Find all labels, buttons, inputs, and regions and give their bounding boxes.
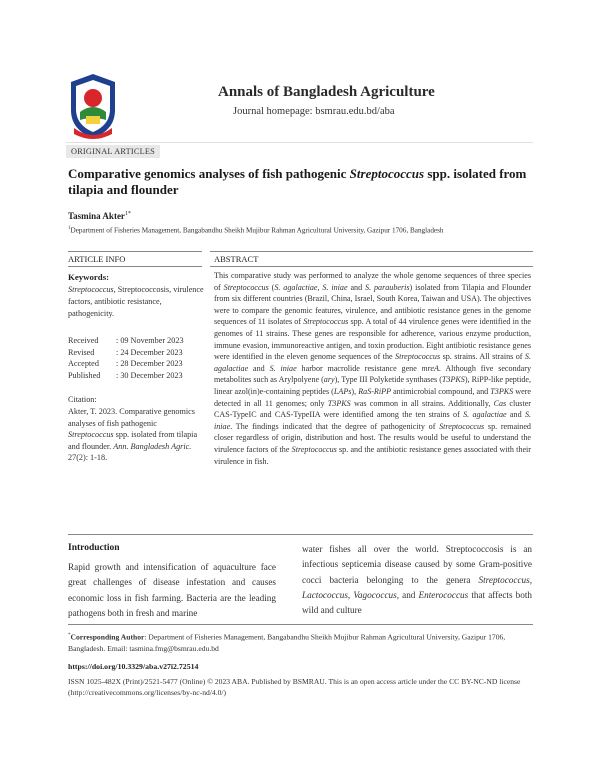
date-revised: Revised : 24 December 2023 [68, 347, 183, 357]
section-label: ORIGINAL ARTICLES [66, 145, 160, 158]
footnote-divider [68, 624, 533, 625]
introduction-left-column: Rapid growth and intensification of aquaculture face great challenges of disease infestation and causes economic loss in fish farming. Bacteria are the leading pathogens both in fresh and marine [68, 562, 276, 618]
citation-heading: Citation: [68, 395, 97, 404]
keywords-list: Streptococcus, Streptococcosis, virulence factors, antibiotic resistance, pathogenicity. [68, 285, 204, 318]
doi-link[interactable]: https://doi.org/10.3329/aba.v27i2.72514 [68, 662, 199, 671]
date-received: Received : 09 November 2023 [68, 336, 184, 345]
article-info-heading: ARTICLE INFO [68, 251, 202, 267]
article-dates [68, 335, 208, 381]
abstract-heading: ABSTRACT [210, 251, 533, 267]
issn-license: ISSN 1025-482X (Print)/2521-5477 (Online) © 2023 ABA. Published by BSMRAU. This is an open access article under the CC BY-NC-ND license (http://creativecommons.org/licenses/by-nc-nd/4.0/) [68, 677, 521, 697]
university-seal-icon [68, 72, 118, 140]
corresponding-author-footnote: *Corresponding Author: Department of Fisheries Management, Bangabandhu Sheikh Mujibur Rahman Agricultural University, Gazipur 1706, Bangladesh. Email: tasmina.fmg@bsmrau.edu.bd [68, 632, 506, 653]
section-divider [68, 534, 533, 535]
citation-text: Akter, T. 2023. Comparative genomics analyses of fish pathogenic Streptococcus spp. isolated from tilapia and flounder. Ann. Bangladesh Agric. 27(2): 1-18. [68, 407, 198, 462]
introduction-right-column: water fishes all over the world. Streptococcosis is an infectious septicemia disease caused by some Gram-positive cocci bacteria belonging to the genera Streptococcus, Lactococcus, Vagococcus, and Enterococcus that affects both wild and culture [302, 544, 532, 616]
keywords-heading: Keywords: [68, 272, 110, 282]
introduction-heading: Introduction [68, 543, 120, 553]
date-accepted: Accepted : 28 December 2023 [68, 359, 183, 368]
date-published: Published : 30 December 2023 [68, 370, 183, 380]
author-name: Tasmina Akter$^{1*}$ [68, 211, 131, 221]
article-title: Comparative genomics analyses of fish pathogenic Streptococcus spp. isolated from tilapia and flounder [68, 166, 527, 197]
journal-homepage: Journal homepage: bsmrau.edu.bd/aba [233, 106, 395, 117]
journal-title: Annals of Bangladesh Agriculture [218, 84, 435, 100]
author-affiliation: $^1$Department of Fisheries Management, Bangabandhu Sheikh Mujibur Rahman Agricultural University, Gazipur 1706, Bangladesh [68, 226, 444, 235]
abstract-text: This comparative study was performed to analyze the whole genome sequences of three species of Streptococcus (S. agalactiae, S. iniae and S. parauberis) isolated from Tilapia and Flounder from six different countries (Brazil, China, Israel, South Korea, Taiwan and USA). The objectives were to compare the genomic features, virulence, and antibiotic resistance genes in the genome sequences of 11 isolates of Streptococcus spp. A total of 44 virulence genes were identified in the genomes of 11 strains. These genes are responsible for adherence, various enzyme production, immune evasion, immunoreactive antigen, and toxin production. Eight antibiotic resistance genes were identified in the eleven genome sequences of the Streptococcus sp. strains. All strains of S. agalactiae and S. iniae harbor macrolide resistance gene mreA. Although five secondary metabolites such as Arylpolyene (ary), Type III Polyketide synthases (T3PKS), RiPP-like peptide, linear azol(in)e-containing peptides (LAPs), RaS-RiPP antimicrobial compound, and T3PKS were detected in all 11 genomes; only T3PKS was common in all strains. Additionally, Cas cluster CAS-TypeIC and CAS-TypeIIA were identified among the ten strains of S. agalactiae and S. iniae. The findings indicated that the degree of pathogenicity of Streptococcus sp. remained closer regardless of origin, distribution and host. The results would be useful to understand the virulence factors of the Streptococcus sp. and the antibiotic resistance genes associated with their virulence in fish. [214, 271, 532, 466]
